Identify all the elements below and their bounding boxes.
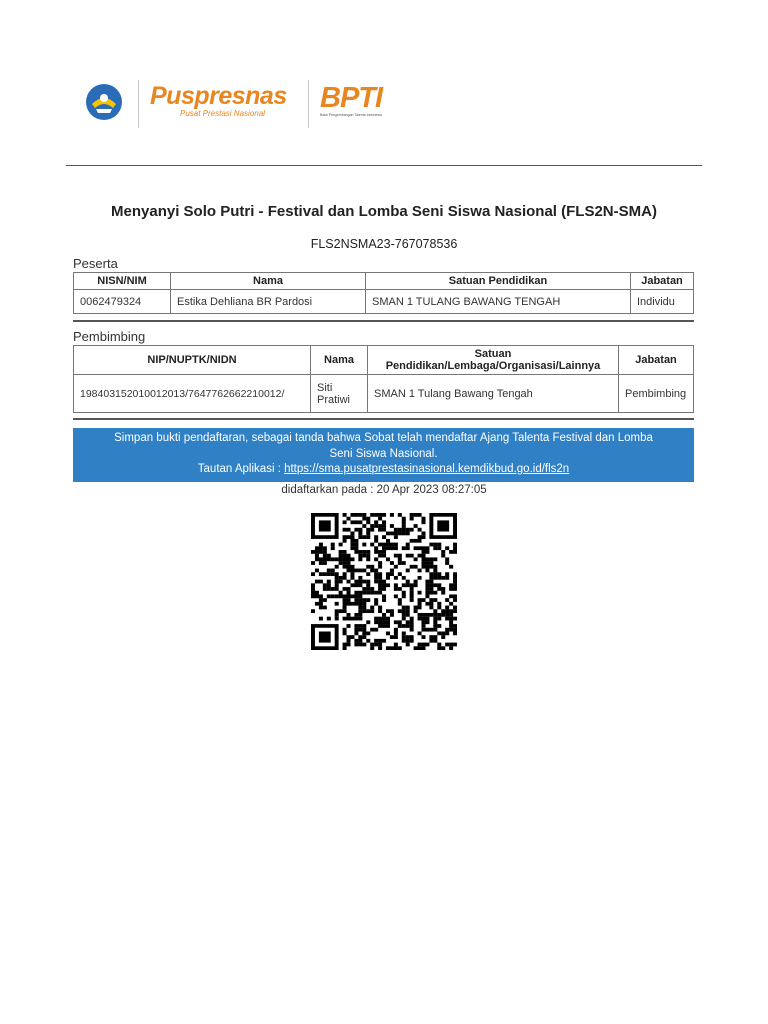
header-divider [66, 165, 702, 166]
table-header-cell: Jabatan [631, 273, 694, 290]
table-header-cell: NIP/NUPTK/NIDN [74, 346, 311, 375]
table-cell: SMAN 1 Tulang Bawang Tengah [368, 375, 619, 413]
table-header-cell: Satuan Pendidikan/Lembaga/Organisasi/Lainnya [368, 346, 619, 375]
peserta-table [73, 272, 694, 314]
table-header-cell: NISN/NIM [74, 273, 171, 290]
table-cell: Individu [631, 290, 694, 314]
registered-timestamp: didaftarkan pada : 20 Apr 2023 08:27:05 [281, 484, 487, 496]
notice-banner [73, 428, 694, 482]
peserta-label: Peserta [73, 256, 118, 271]
table-header-row [74, 273, 694, 290]
header-logos [84, 78, 414, 132]
table-row [74, 375, 694, 413]
notice-link-line [73, 462, 694, 478]
logo-divider [308, 80, 309, 128]
table-cell: 198403152010012013/7647762662210012/ [74, 375, 311, 413]
pembimbing-label: Pembimbing [73, 329, 146, 344]
registration-code: FLS2NSMA23-767078536 [310, 237, 458, 251]
section-divider [73, 320, 694, 322]
table-cell: Siti Pratiwi [311, 375, 368, 413]
notice-link-prefix: Tautan Aplikasi : [197, 463, 285, 475]
table-header-row [74, 346, 694, 375]
application-link[interactable]: https://sma.pusatprestasinasional.kemdikbud.go.id/fls2n [284, 463, 570, 475]
logo-divider [138, 80, 139, 128]
table-header-cell: Satuan Pendidikan [366, 273, 631, 290]
notice-text: Simpan bukti pendaftaran, sebagai tanda bahwa Sobat telah mendaftar Ajang Talenta Festival dan Lomba Seni Siswa Nasional. [114, 432, 653, 460]
table-header-cell: Jabatan [619, 346, 694, 375]
document-title: Menyanyi Solo Putri - Festival dan Lomba Seni Siswa Nasional (FLS2N-SMA) [111, 203, 657, 220]
table-row [74, 290, 694, 314]
table-cell: Estika Dehliana BR Pardosi [171, 290, 366, 314]
qr-code-icon [311, 513, 457, 650]
pembimbing-table [73, 345, 694, 413]
bpti-logo-subtitle: Balai Pengembangan Talenta Indonesia [320, 113, 382, 117]
table-header-cell: Nama [171, 273, 366, 290]
table-cell: Pembimbing [619, 375, 694, 413]
table-cell: SMAN 1 TULANG BAWANG TENGAH [366, 290, 631, 314]
section-divider [73, 418, 694, 420]
puspresnas-logo-subtitle: Pusat Prestasi Nasional [180, 109, 265, 118]
table-cell: 0062479324 [74, 290, 171, 314]
table-header-cell: Nama [311, 346, 368, 375]
tut-wuri-handayani-logo-icon [84, 82, 124, 122]
bpti-logo: BPTI [320, 82, 383, 114]
puspresnas-logo: Puspresnas [150, 82, 287, 110]
